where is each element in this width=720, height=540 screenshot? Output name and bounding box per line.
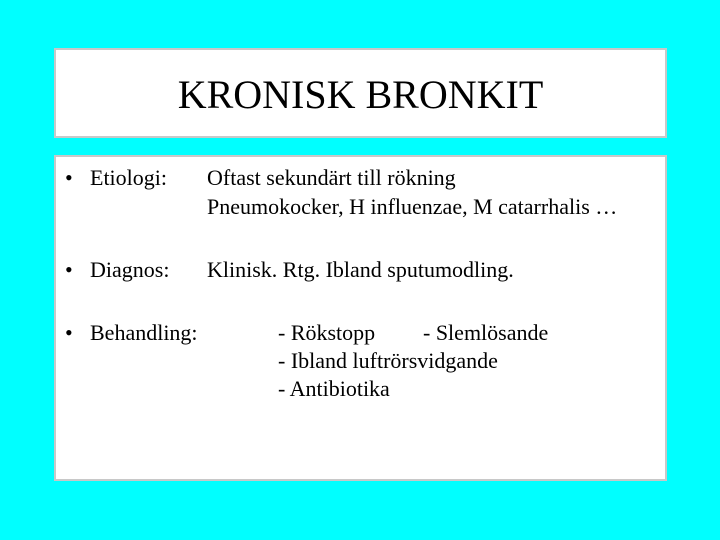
behandling-line-2: - Slemlösande <box>423 320 549 345</box>
etiologi-line-1: Oftast sekundärt till rökning <box>207 165 456 190</box>
diagnos-line-1: Klinisk. Rtg. Ibland sputumodling. <box>207 257 514 282</box>
label-etiologi: Etiologi: <box>90 165 167 190</box>
bullet-etiologi: • <box>65 165 73 190</box>
behandling-line-1: - Rökstopp <box>278 320 376 345</box>
bullet-diagnos: • <box>65 257 73 282</box>
content-panel <box>54 155 667 481</box>
behandling-line-3: - Ibland luftrörsvidgande <box>278 348 498 373</box>
title-panel <box>54 48 667 138</box>
slide-title: KRONISK BRONKIT <box>177 72 544 117</box>
etiologi-line-2: Pneumokocker, H influenzae, M catarrhalis … <box>207 194 618 219</box>
label-diagnos: Diagnos: <box>90 257 170 282</box>
label-behandling: Behandling: <box>90 320 198 345</box>
behandling-line-4: - Antibiotika <box>278 376 390 401</box>
bullet-behandling: • <box>65 320 73 345</box>
